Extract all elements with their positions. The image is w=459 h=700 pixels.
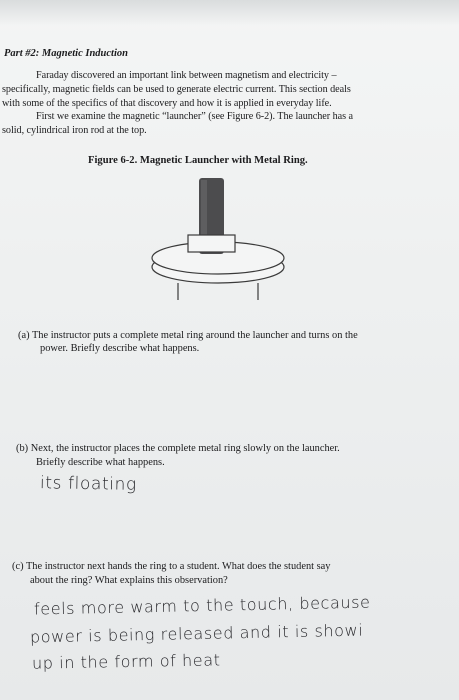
handwritten-answer-c-line: power is being released and it is showi [29, 620, 364, 647]
section-title: Part #2: Magnetic Induction [4, 48, 128, 59]
question-a-line: (a) The instructor puts a complete metal ring around the launcher and turns on the [18, 330, 358, 341]
figure-caption: Figure 6-2. Magnetic Launcher with Metal Ring. [88, 155, 308, 166]
handwritten-answer-c-line: up in the form of heat [31, 650, 221, 673]
page-top-shadow [0, 0, 459, 26]
question-a-line: power. Briefly describe what happens. [40, 343, 200, 354]
handwritten-answer-c-line: feels more warm to the touch, because [33, 592, 371, 619]
question-c-line: (c) The instructor next hands the ring to a student. What does the student say [12, 561, 331, 572]
magnetic-launcher-figure [140, 172, 300, 310]
paragraph-line: with some of the specifics of that discovery and how it is applied in everyday life. [2, 98, 332, 109]
metal-ring [188, 235, 235, 252]
question-b-line: (b) Next, the instructor places the complete metal ring slowly on the launcher. [16, 443, 340, 454]
paragraph-line: specifically, magnetic fields can be used to generate electric current. This section deals [2, 84, 351, 95]
paragraph-line: First we examine the magnetic “launcher” (see Figure 6-2). The launcher has a [36, 111, 354, 122]
paragraph-line: solid, cylindrical iron rod at the top. [2, 125, 147, 136]
question-b-line: Briefly describe what happens. [36, 457, 165, 468]
paragraph-line: Faraday discovered an important link between magnetism and electricity – [36, 70, 337, 81]
question-c-line: about the ring? What explains this observation? [30, 575, 228, 586]
handwritten-answer-b: its floating [39, 473, 137, 495]
